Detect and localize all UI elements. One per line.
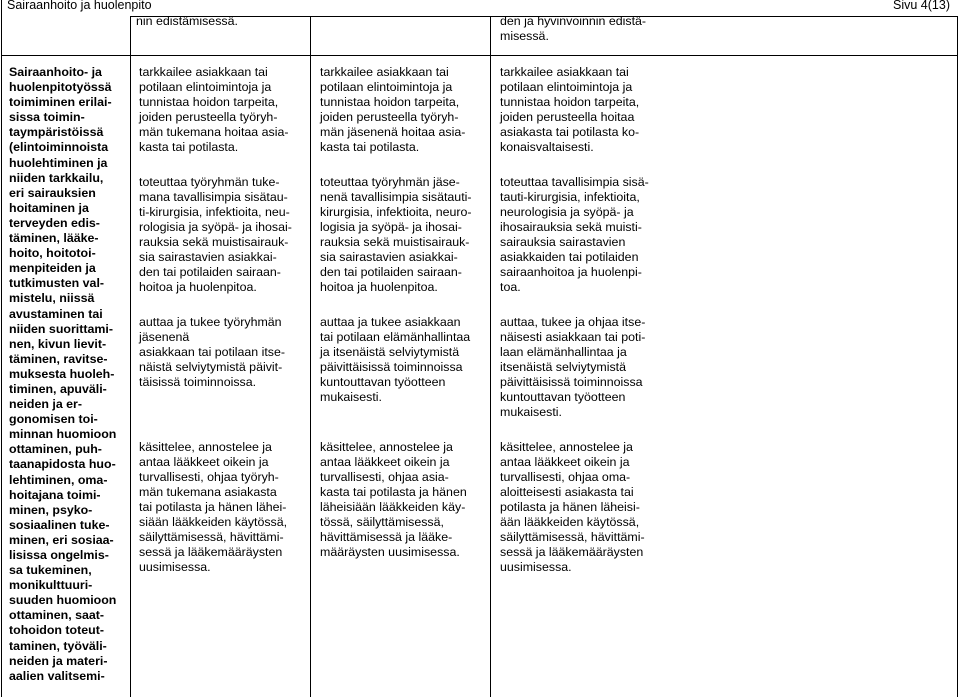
col3-item-3: auttaa ja tukee asiakkaan tai potilaan elämänhallintaa ja itsenäistä selviytymistä päivittäisissä toiminnoissa kuntouttavan työotteen mukaisesti. [320,315,471,404]
top-row-col4: den ja hyvinvoinnin edistä- misessä. [500,14,647,43]
page-number: Sivu 4(13) [893,0,950,12]
top-row-col2: nin edistämisessä. [136,14,238,28]
col2-item-4: käsittelee, annostelee ja antaa lääkkeet oikein ja turvallisesti, ohjaa työryh- män tukemana asiakasta tai potilasta ja hänen lähei- siään lääkkeiden käytössä, säilyttämisessä, hävittämi- sessä ja lääkemääräysten uusimisessa. [139,440,288,574]
col2-item-2: toteuttaa työryhmän tuke- mana tavallisimpia sisätau- ti-kirurgisia, infektioita, neu- rologisia ja syöpä- ja ihosai- rauksia sekä muistisairauk- sia sairastavien asiakkai- den tai potilaiden sairaan- hoitoa ja huolenpitoa. [139,175,292,294]
col3-item-4: käsittelee, annostelee ja antaa lääkkeet oikein ja turvallisesti, ohjaa asia- kasta tai potilasta ja hänen läheisiään lääkkeiden käy- tössä, säilyttämisessä, hävittämisessä ja lääke- määräysten uusimisessa. [320,440,467,559]
table-border-right [957,16,958,697]
col2-item-3: auttaa ja tukee työryhmän jäsenenä asiakkaan tai potilaan itse- näistä selviytymistä päivit- täisissä toiminnoissa. [139,315,286,389]
table-border-left [1,0,2,697]
col4-item-3: auttaa, tukee ja ohjaa itse- näisesti asiakkaan tai poti- laan elämänhallintaa ja itsenäistä selviytymistä päivittäisissä toiminnoissa kuntouttavan työotteen mukaisesti. [500,315,646,419]
col2-item-1: tarkkailee asiakkaan tai potilaan elintoimintoja ja tunnistaa hoidon tarpeita, joiden perusteella työryh- män tukemana hoitaa asia- kasta tai potilasta. [139,65,289,154]
col3-item-2: toteuttaa työryhmän jäse- nenä tavallisimpia sisätauti- kirurgisia, infektioita, neuro- logisia ja syöpä- ja ihosai- rauksia sekä muistisairauk- sia sairastavien asiakkai- den tai potilaiden sairaan- hoitoa ja huolenpitoa. [320,175,472,294]
document-title: Sairaanhoito ja huolenpito [7,0,152,12]
competence-area-text: Sairaanhoito- ja huolenpitotyössä toimiminen erilai- sissa toimin- taympäristöissä (elintoiminnoista huolehtiminen ja niiden tarkkailu, eri sairauksien hoitaminen ja terveyden edis- täminen, lääke- hoito, hoitotoi- menpiteiden ja tutkimusten val- mistelu, niissä avustaminen tai niiden suorittami- nen, kivun lievit- täminen, ravitse- muksesta huoleh- timinen, apuväli- neiden ja er- gonomisen toi- minnan huomioon ottaminen, puh- taanapidosta huo- lehtiminen, oma- hoitajana toimi- minen, psyko- sosiaalinen tuke- minen, eri sosiaa- lisissa ongelmis- sa tukeminen, monikulttuuri- suuden huomioon ottaminen, saat- tohoidon toteut- taminen, työväli- neiden ja materi- aalien valitsemi- [9,65,117,683]
table-divider-2 [310,16,311,697]
row-separator [1,55,958,56]
col4-item-4: käsittelee, annostelee ja antaa lääkkeet oikein ja turvallisesti, ohjaa oma- aloitteisesti asiakasta tai potilasta ja hänen läheisi- ään lääkkeiden käytössä, säilyttämisessä, hävittämi- sessä ja lääkemääräysten uusimisessa. [500,440,645,574]
col4-item-2: toteuttaa tavallisimpia sisä- tauti-kirurgisia, infektioita, neurologisia ja syöpä- ja ihosairauksia sekä muisti- sairauksia sairastavien asiakkaiden tai potilaiden sairaanhoitoa ja huolenpi- toa. [500,175,649,294]
table-divider-3 [490,16,491,697]
col3-item-1: tarkkailee asiakkaan tai potilaan elintoimintoja ja tunnistaa hoidon tarpeita, joiden perusteella työryh- män jäsenenä hoitaa asia- kasta tai potilasta. [320,65,466,154]
col4-item-1: tarkkailee asiakkaan tai potilaan elintoimintoja ja tunnistaa hoidon tarpeita, joiden perusteella hoitaa asiakasta tai potilasta ko- konaisvaltaisesti. [500,65,640,154]
